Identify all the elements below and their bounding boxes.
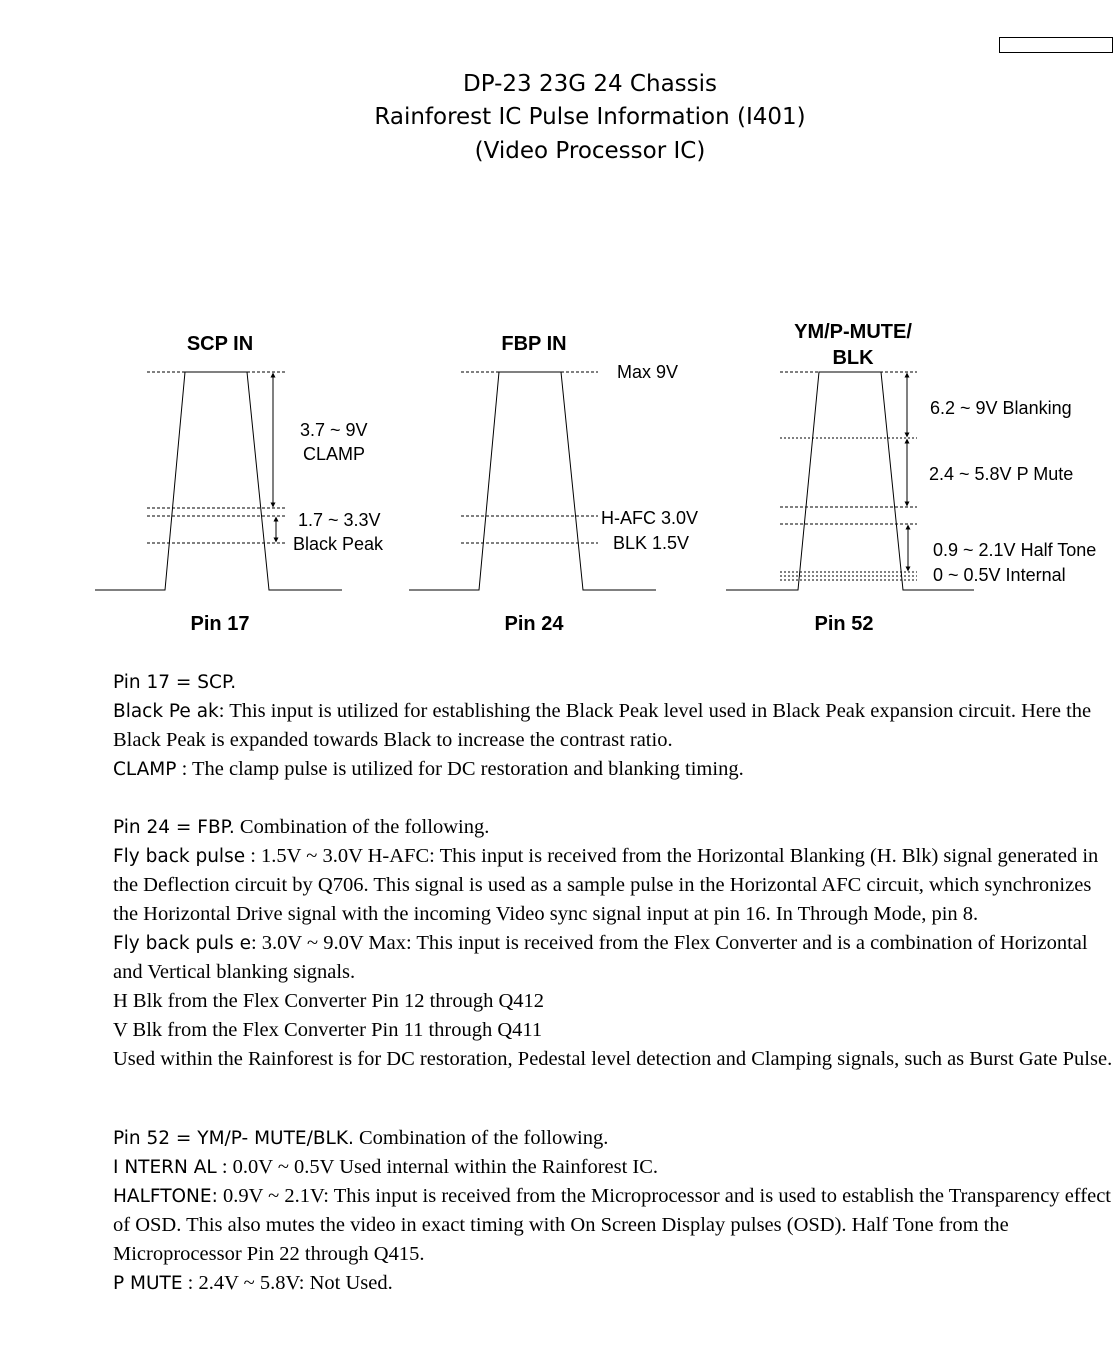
clamp-label: CLAMP xyxy=(113,759,177,780)
halftone-text: 0.9V ~ 2.1V: This input is received from the Microprocessor and is used to establish the Transparency effect of OSD. This also mutes the video in exact timing with On Screen Display pulses (OSD). Half Tone from the Microprocessor Pin 22 through Q415. xyxy=(113,1185,1111,1265)
fbp-max-label: Max 9V xyxy=(617,362,679,382)
scp-voltage-range: 3.7 ~ 9V xyxy=(300,420,368,440)
ym-pin-label: Pin 52 xyxy=(814,613,874,635)
ym-diagram xyxy=(726,321,1096,635)
scp-clamp-label: CLAMP xyxy=(303,444,366,464)
fbp-title: FBP IN xyxy=(501,333,567,355)
pin17-heading xyxy=(113,668,1113,697)
pin24-vblk: V Blk from the Flex Converter Pin 11 through Q411 xyxy=(113,1019,543,1041)
fbp-hafc-label: H-AFC 3.0V xyxy=(601,508,699,528)
ym-internal-label: 0 ~ 0.5V Internal xyxy=(933,565,1066,585)
pin24-used: Used within the Rainforest is for DC restoration, Pedestal level detection and Clamping signals, such as Burst Gate Pulse. xyxy=(113,1048,1113,1070)
fbp-diagram xyxy=(409,333,698,635)
pin52-head: Pin 52 = YM/P- MUTE/BLK. xyxy=(113,1128,354,1149)
pin52-internal xyxy=(113,1153,1113,1182)
pin52-head-text: Combination of the following. xyxy=(353,1127,609,1149)
scp-pin-label: Pin 17 xyxy=(190,613,250,635)
scp-title: SCP IN xyxy=(186,333,254,355)
pin24-heading xyxy=(113,813,1113,842)
ym-title-line-1: YM/P-MUTE/ xyxy=(794,321,912,343)
pin17-head: Pin 17 = SCP. xyxy=(113,672,237,693)
title-line-2: Rainforest IC Pulse Information (I401) xyxy=(374,104,806,130)
scp-black-peak-label: Black Peak xyxy=(293,534,384,554)
pmute-text: : 2.4V ~ 5.8V: Not Used. xyxy=(182,1272,393,1294)
fbp-blk-label: BLK 1.5V xyxy=(613,533,690,553)
description-text xyxy=(113,668,1113,1298)
internal-label: I NTERN AL xyxy=(113,1157,217,1178)
pin52-heading xyxy=(113,1124,1113,1153)
flyback-1-text: : 1.5V ~ 3.0V H-AFC: This input is received from the Horizontal Blanking (H. Blk) signal generated in the Deflection circuit by Q706. This signal is used as a sample pulse in the Horizontal AFC circuit, which synchronizes the Horizontal Drive signal with the incoming Video sync signal input at pin 16. In Through Mode, pin 8. xyxy=(113,845,1099,925)
title-line-3: (Video Processor IC) xyxy=(474,138,706,164)
corner-box xyxy=(999,37,1113,53)
black-peak-text: : This input is utilized for establishing the Black Peak level used in Black Peak expansion circuit. Here the Black Peak is expanded towards Black to increase the contrast ratio. xyxy=(113,700,1092,751)
black-peak-label: Black Pe ak xyxy=(113,701,219,722)
pin24-head: Pin 24 = FBP. xyxy=(113,817,235,838)
pin24-flyback-2 xyxy=(113,929,1113,987)
halftone-label: HALFTONE: xyxy=(113,1186,218,1207)
ym-title-line-2: BLK xyxy=(832,347,874,369)
scp-black-voltage: 1.7 ~ 3.3V xyxy=(298,510,381,530)
pin17-black-peak xyxy=(113,697,1113,755)
clamp-text: : The clamp pulse is utilized for DC restoration and blanking timing. xyxy=(176,758,744,780)
pin24-hblk: H Blk from the Flex Converter Pin 12 through Q412 xyxy=(113,990,545,1012)
fbp-pin-label: Pin 24 xyxy=(504,613,564,635)
pulse-waveform-diagrams xyxy=(0,300,1119,650)
pmute-label: P MUTE xyxy=(113,1273,183,1294)
pin52-pmute xyxy=(113,1269,1113,1298)
internal-text: : 0.0V ~ 0.5V Used internal within the Rainforest IC. xyxy=(216,1156,659,1178)
flyback-2-label: Fly back puls e xyxy=(113,933,251,954)
ym-blanking-label: 6.2 ~ 9V Blanking xyxy=(930,398,1072,418)
pin24-flyback-1 xyxy=(113,842,1113,929)
ym-halftone-label: 0.9 ~ 2.1V Half Tone xyxy=(933,540,1097,560)
title-line-1: DP-23 23G 24 Chassis xyxy=(463,71,717,97)
ym-pmute-label: 2.4 ~ 5.8V P Mute xyxy=(929,464,1074,484)
flyback-2-text: : 3.0V ~ 9.0V Max: This input is received from the Flex Converter and is a combination of Horizontal and Vertical blanking signals. xyxy=(113,932,1088,983)
scp-diagram xyxy=(95,333,384,635)
pin52-halftone xyxy=(113,1182,1113,1269)
flyback-1-label: Fly back pulse xyxy=(113,846,246,867)
pin24-head-text: Combination of the following. xyxy=(234,816,490,838)
pin17-clamp xyxy=(113,755,1113,784)
